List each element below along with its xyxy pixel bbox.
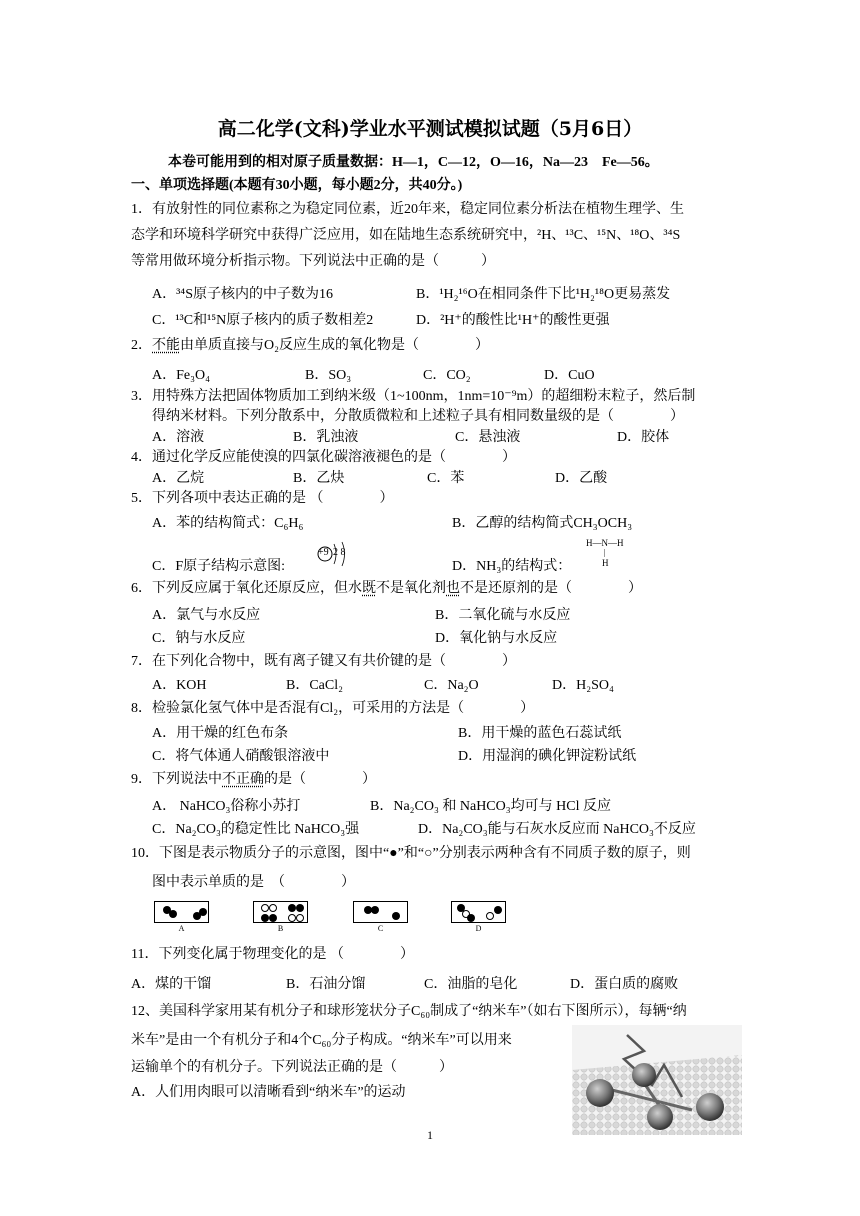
q9-stem: 9．下列说法中不正确的是（ ） xyxy=(131,772,376,787)
q11-option-b: B．石油分馏 xyxy=(286,977,366,992)
q7-stem: 7．在下列化合物中，既有离子键又有共价键的是（ ） xyxy=(131,654,516,669)
q3-option-a: A．溶液 xyxy=(152,430,205,445)
q3-stem-line2: 得纳米材料。下列分散系中，分散质微粒和上述粒子具有相同数量级的是（ ） xyxy=(152,409,684,424)
diagram-label-d: D xyxy=(475,924,482,933)
nh3-top-row: H—N—H xyxy=(586,538,624,548)
molecule-diagram-a xyxy=(154,901,209,933)
q1-stem-line3: 等常用做环境分析指示物。下列说法中正确的是（ ） xyxy=(131,254,495,269)
q1-stem-line2: 态学和环境科学研究中获得广泛应用，如在陆地生态系统研究中，²H、¹³C、¹⁵N、¹⁸O、³⁴S xyxy=(131,228,681,243)
q12-option-a: A．人们用肉眼可以清晰看到“纳米车”的运动 xyxy=(131,1085,406,1100)
q4-option-d: D．乙酸 xyxy=(555,471,608,486)
q5-option-b: B．乙醇的结构简式CH₃OCH₃ xyxy=(452,516,633,531)
molecule-diagram-c xyxy=(353,901,408,933)
q2-stem xyxy=(131,337,489,355)
q8-option-a: A．用干燥的红色布条 xyxy=(152,726,289,741)
q2-option-c: C．CO₂ xyxy=(423,368,471,383)
q4-option-b: B．乙炔 xyxy=(293,471,345,486)
q1-option-a: A．³⁴S原子核内的中子数为16 xyxy=(152,287,333,302)
q1-option-d: D．²H⁺的酸性比¹H⁺的酸性更强 xyxy=(416,313,610,328)
page-title: 高二化学(文科)学业水平测试模拟试题（5月6日） xyxy=(217,118,643,140)
q7-option-c: C．Na₂O xyxy=(424,678,479,693)
q2-negation: 不能 xyxy=(152,338,180,353)
nh3-bottom-h: H xyxy=(602,558,609,568)
q9-option-b: B．Na₂CO₃ 和 NaHCO₃均可与 HCl 反应 xyxy=(370,799,611,814)
q5-stem: 5．下列各项中表达正确的是 （ ） xyxy=(131,491,394,506)
q11-option-a: A．煤的干馏 xyxy=(131,977,212,992)
q11-stem: 11．下列变化属于物理变化的是 （ ） xyxy=(131,947,414,962)
q1-option-b: B．¹H₂¹⁶O在相同条件下比¹H₂¹⁸O更易蒸发 xyxy=(416,287,671,302)
q11-option-c: C．油脂的皂化 xyxy=(424,977,518,992)
fluorine-atom-diagram xyxy=(316,540,352,568)
q6-option-a: A．氯气与水反应 xyxy=(152,608,261,623)
q5-option-c: C．F原子结构示意图: xyxy=(152,559,286,574)
q10-stem-line2: 图中表示单质的是 （ ） xyxy=(152,875,355,890)
q1-option-c: C．¹³C和¹⁵N原子核内的质子数相差2 xyxy=(152,313,374,328)
molecule-diagram-b xyxy=(253,901,308,933)
q6-emphasis-ye: 也 xyxy=(446,581,460,596)
q5-option-d: D．NH₃的结构式： xyxy=(452,559,572,574)
section-heading: 一、单项选择题(本题有30小题，每小题2分，共40分。) xyxy=(131,178,463,193)
q3-option-c: C．悬浊液 xyxy=(455,430,521,445)
q7-option-d: D．H₂SO₄ xyxy=(552,678,614,693)
q12-stem-line1: 12、美国科学家用某有机分子和球形笼状分子C₆₀制成了“纳米车”（如右下图所示），每辆“纳 xyxy=(131,1004,687,1019)
nanocar-image xyxy=(572,1025,742,1135)
q9-negation: 不正确 xyxy=(222,772,264,787)
nanocar-icon xyxy=(572,1025,742,1135)
q8-stem: 8．检验氯化氢气体中是否混有Cl₂，可采用的方法是（ ） xyxy=(131,701,535,716)
q8-option-c: C．将气体通人硝酸银溶液中 xyxy=(152,749,330,764)
q9-option-a: A． NaHCO₃俗称小苏打 xyxy=(152,799,301,814)
q12-stem-line3: 运输单个的有机分子。下列说法正确的是（ ） xyxy=(131,1060,453,1075)
q2-option-a: A．Fe₃O₄ xyxy=(152,368,210,383)
diagram-label-b: B xyxy=(277,924,284,933)
q12-stem-line2: 米车”是由一个有机分子和4个C₆₀分子构成。“纳米车”可以用来 xyxy=(131,1033,512,1048)
q1-stem-line1: 1．有放射性的同位素称之为稳定同位素，近20年来，稳定同位素分析法在植物生理学、生 xyxy=(131,202,684,217)
q2-option-d: D．CuO xyxy=(544,368,595,383)
diagram-label-a: A xyxy=(178,924,185,933)
molecule-diagram-d xyxy=(451,901,506,933)
q2-number: 2． xyxy=(131,338,152,353)
diagram-label-c: C xyxy=(377,924,384,933)
q6-option-b: B．二氧化硫与水反应 xyxy=(435,608,571,623)
q3-option-d: D．胶体 xyxy=(617,430,670,445)
q10-stem-line1: 10．下图是表示物质分子的示意图，图中“●”和“○”分别表示两种含有不同质子数的原子，则 xyxy=(131,846,691,861)
q7-option-a: A．KOH xyxy=(152,678,207,693)
nh3-structure: H—N—H | H xyxy=(586,538,624,568)
q6-option-d: D．氧化钠与水反应 xyxy=(435,631,558,646)
q8-option-d: D．用湿润的碘化钾淀粉试纸 xyxy=(458,749,637,764)
q2-stem-rest: 由单质直接与O₂反应生成的氧化物是（ ） xyxy=(180,338,489,353)
q9-option-d: D．Na₂CO₃能与石灰水反应而 NaHCO₃不反应 xyxy=(418,822,696,837)
q6-stem: 6．下列反应属于氧化还原反应，但水既不是氧化剂也不是还原剂的是（ ） xyxy=(131,581,642,596)
q3-option-b: B．乳浊液 xyxy=(293,430,359,445)
q7-option-b: B．CaCl₂ xyxy=(286,678,343,693)
q6-option-c: C．钠与水反应 xyxy=(152,631,246,646)
q4-option-a: A．乙烷 xyxy=(152,471,205,486)
page-number: 1 xyxy=(427,1128,433,1142)
q2-option-b: B．SO₃ xyxy=(305,368,352,383)
atom-nucleus-label: +9 xyxy=(318,547,329,558)
q5-option-a: A．苯的结构简式：C₆H₆ xyxy=(152,516,304,531)
q4-stem: 4．通过化学反应能使溴的四氯化碳溶液褪色的是（ ） xyxy=(131,450,516,465)
q9-option-c: C．Na₂CO₃的稳定性比 NaHCO₃强 xyxy=(152,822,360,837)
q3-stem-line1: 3．用特殊方法把固体物质加工到纳米级（1~100nm，1nm=10⁻⁹m）的超细粉末粒子，然后制 xyxy=(131,389,696,404)
q8-option-b: B．用干燥的蓝色石蕊试纸 xyxy=(458,726,622,741)
q6-emphasis-ji: 既 xyxy=(362,581,376,596)
atom-shells-label: 2 8 xyxy=(333,547,346,558)
atomic-mass-note: 本卷可能用到的相对原子质量数据：H—1，C—12，O—16，Na—23 Fe—56。 xyxy=(168,155,659,170)
q4-option-c: C．苯 xyxy=(427,471,465,486)
q11-option-d: D．蛋白质的腐败 xyxy=(570,977,679,992)
